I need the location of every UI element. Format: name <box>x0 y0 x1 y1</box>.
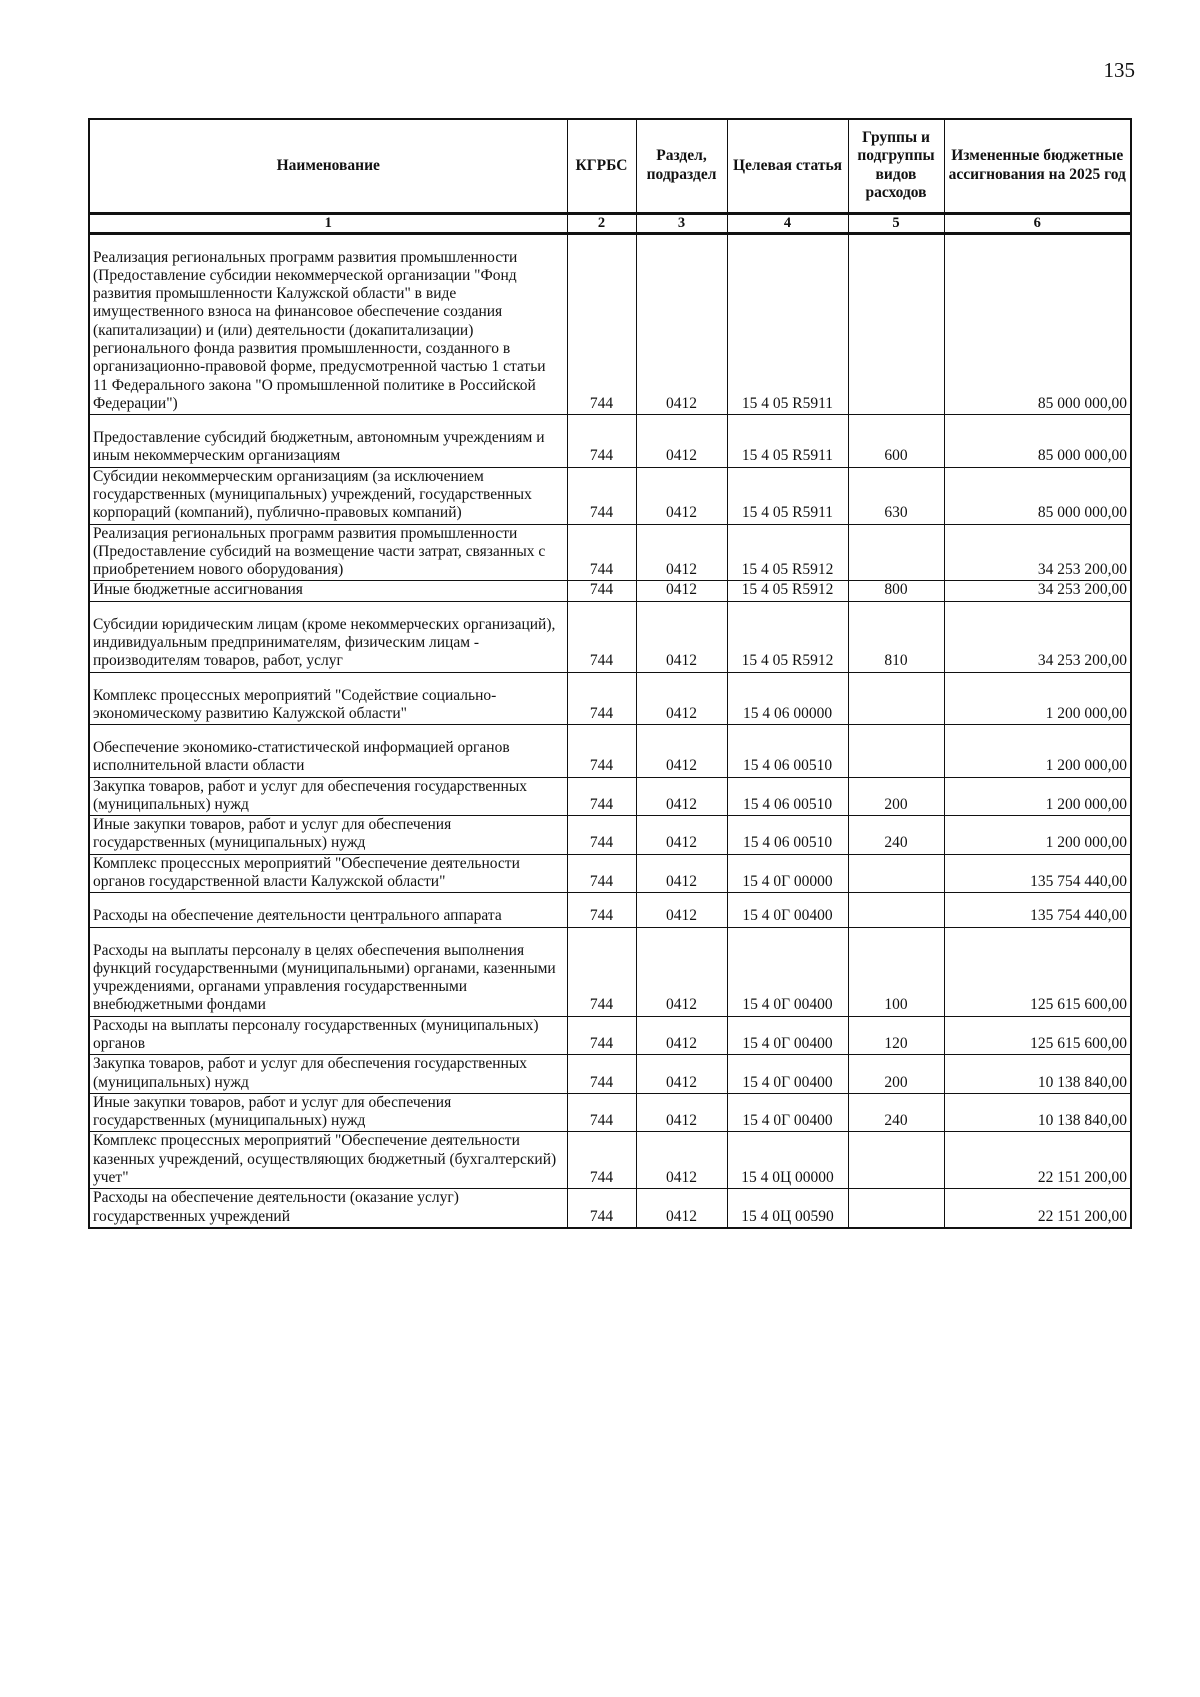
row-section: 0412 <box>636 1093 727 1132</box>
table-row <box>89 816 1131 855</box>
row-section: 0412 <box>636 601 727 672</box>
row-name: Комплекс процессных мероприятий "Содействие социально-экономическому развитию Калужской области" <box>89 672 567 725</box>
row-section: 0412 <box>636 1189 727 1228</box>
row-section: 0412 <box>636 893 727 927</box>
row-group <box>848 893 944 927</box>
row-group <box>848 524 944 581</box>
table-header-row <box>89 119 1131 213</box>
row-amount: 85 000 000,00 <box>944 415 1131 468</box>
row-amount: 22 151 200,00 <box>944 1132 1131 1189</box>
row-name: Расходы на обеспечение деятельности центрального аппарата <box>89 893 567 927</box>
row-group <box>848 1132 944 1189</box>
row-target: 15 4 05 R5912 <box>727 581 848 601</box>
row-name: Комплекс процессных мероприятий "Обеспечение деятельности казенных учреждений, осуществляющих бюджетный (бухгалтерский) учет" <box>89 1132 567 1189</box>
header-name: Наименование <box>89 119 567 213</box>
row-target: 15 4 05 R5911 <box>727 233 848 415</box>
column-number: 3 <box>636 213 727 233</box>
row-kgrbs: 744 <box>567 581 636 601</box>
table-row <box>89 777 1131 816</box>
row-name: Реализация региональных программ развития промышленности (Предоставление субсидии некоммерческой организации "Фонд развития промышленности Калужской области" в виде имущественного взноса на финансовое обеспечение создания (капитализации) и (или) деятельности (докапитализации) регионального фонда развития промышленности, созданного в организационно-правовой форме, предусмотренной частью 1 статьи 11 Федерального закона "О промышленной политике в Российской Федерации") <box>89 233 567 415</box>
row-section: 0412 <box>636 524 727 581</box>
row-target: 15 4 0Г 00400 <box>727 893 848 927</box>
row-name: Реализация региональных программ развития промышленности (Предоставление субсидий на возмещение части затрат, связанных с приобретением нового оборудования) <box>89 524 567 581</box>
table-row <box>89 601 1131 672</box>
row-amount: 1 200 000,00 <box>944 725 1131 778</box>
row-section: 0412 <box>636 927 727 1016</box>
row-group: 800 <box>848 581 944 601</box>
table-row <box>89 524 1131 581</box>
row-name: Обеспечение экономико-статистической информацией органов исполнительной власти области <box>89 725 567 778</box>
row-kgrbs: 744 <box>567 927 636 1016</box>
row-target: 15 4 0Ц 00590 <box>727 1189 848 1228</box>
row-target: 15 4 0Ц 00000 <box>727 1132 848 1189</box>
row-amount: 1 200 000,00 <box>944 777 1131 816</box>
row-name: Расходы на выплаты персоналу государственных (муниципальных) органов <box>89 1016 567 1055</box>
row-section: 0412 <box>636 725 727 778</box>
row-kgrbs: 744 <box>567 777 636 816</box>
row-target: 15 4 05 R5912 <box>727 524 848 581</box>
row-name: Иные бюджетные ассигнования <box>89 581 567 601</box>
column-number: 4 <box>727 213 848 233</box>
table-row <box>89 233 1131 415</box>
row-amount: 1 200 000,00 <box>944 672 1131 725</box>
table-row <box>89 415 1131 468</box>
header-section: Раздел, подраздел <box>636 119 727 213</box>
row-kgrbs: 744 <box>567 1132 636 1189</box>
row-amount: 125 615 600,00 <box>944 927 1131 1016</box>
column-number: 2 <box>567 213 636 233</box>
row-target: 15 4 05 R5911 <box>727 467 848 524</box>
row-group <box>848 1189 944 1228</box>
row-name: Закупка товаров, работ и услуг для обеспечения государственных (муниципальных) нужд <box>89 1055 567 1094</box>
row-kgrbs: 744 <box>567 601 636 672</box>
column-number-row <box>89 213 1131 233</box>
row-target: 15 4 05 R5912 <box>727 601 848 672</box>
table-row <box>89 1055 1131 1094</box>
header-amount: Измененные бюджетные ассигнования на 2025 год <box>944 119 1131 213</box>
row-kgrbs: 744 <box>567 1055 636 1094</box>
row-kgrbs: 744 <box>567 1093 636 1132</box>
row-group: 240 <box>848 816 944 855</box>
table-row <box>89 927 1131 1016</box>
row-section: 0412 <box>636 415 727 468</box>
row-section: 0412 <box>636 1016 727 1055</box>
row-name: Закупка товаров, работ и услуг для обеспечения государственных (муниципальных) нужд <box>89 777 567 816</box>
row-kgrbs: 744 <box>567 524 636 581</box>
row-target: 15 4 06 00000 <box>727 672 848 725</box>
row-amount: 34 253 200,00 <box>944 581 1131 601</box>
row-kgrbs: 744 <box>567 672 636 725</box>
row-name: Предоставление субсидий бюджетным, автономным учреждениям и иным некоммерческим организациям <box>89 415 567 468</box>
table-row <box>89 467 1131 524</box>
row-amount: 10 138 840,00 <box>944 1055 1131 1094</box>
column-number: 1 <box>89 213 567 233</box>
row-kgrbs: 744 <box>567 1189 636 1228</box>
page-number: 135 <box>1103 58 1135 82</box>
row-section: 0412 <box>636 777 727 816</box>
row-amount: 34 253 200,00 <box>944 601 1131 672</box>
table-body <box>89 233 1131 1228</box>
row-section: 0412 <box>636 1055 727 1094</box>
row-group: 200 <box>848 777 944 816</box>
table-row <box>89 725 1131 778</box>
row-name: Иные закупки товаров, работ и услуг для обеспечения государственных (муниципальных) нужд <box>89 1093 567 1132</box>
row-amount: 85 000 000,00 <box>944 467 1131 524</box>
row-kgrbs: 744 <box>567 415 636 468</box>
table-row <box>89 1016 1131 1055</box>
row-group: 600 <box>848 415 944 468</box>
row-group: 120 <box>848 1016 944 1055</box>
row-section: 0412 <box>636 672 727 725</box>
row-group <box>848 672 944 725</box>
row-amount: 135 754 440,00 <box>944 893 1131 927</box>
row-group: 100 <box>848 927 944 1016</box>
row-target: 15 4 0Г 00400 <box>727 1016 848 1055</box>
row-target: 15 4 0Г 00400 <box>727 1055 848 1094</box>
row-kgrbs: 744 <box>567 854 636 893</box>
row-name: Иные закупки товаров, работ и услуг для обеспечения государственных (муниципальных) нужд <box>89 816 567 855</box>
row-amount: 135 754 440,00 <box>944 854 1131 893</box>
row-target: 15 4 06 00510 <box>727 725 848 778</box>
row-target: 15 4 0Г 00400 <box>727 927 848 1016</box>
row-target: 15 4 06 00510 <box>727 816 848 855</box>
row-kgrbs: 744 <box>567 1016 636 1055</box>
row-section: 0412 <box>636 816 727 855</box>
row-group <box>848 233 944 415</box>
row-kgrbs: 744 <box>567 816 636 855</box>
header-groups: Группы и подгруппы видов расходов <box>848 119 944 213</box>
row-amount: 85 000 000,00 <box>944 233 1131 415</box>
row-name: Комплекс процессных мероприятий "Обеспечение деятельности органов государственной власти Калужской области" <box>89 854 567 893</box>
row-group: 240 <box>848 1093 944 1132</box>
row-section: 0412 <box>636 854 727 893</box>
header-target: Целевая статья <box>727 119 848 213</box>
row-kgrbs: 744 <box>567 467 636 524</box>
row-kgrbs: 744 <box>567 893 636 927</box>
row-amount: 10 138 840,00 <box>944 1093 1131 1132</box>
row-group: 630 <box>848 467 944 524</box>
column-number: 6 <box>944 213 1131 233</box>
row-name: Субсидии юридическим лицам (кроме некоммерческих организаций), индивидуальным предпринимателям, физическим лицам - производителям товаров, работ, услуг <box>89 601 567 672</box>
row-target: 15 4 05 R5911 <box>727 415 848 468</box>
row-group <box>848 854 944 893</box>
column-number: 5 <box>848 213 944 233</box>
table-row <box>89 854 1131 893</box>
row-section: 0412 <box>636 1132 727 1189</box>
row-target: 15 4 0Г 00400 <box>727 1093 848 1132</box>
table-row <box>89 1132 1131 1189</box>
row-group: 200 <box>848 1055 944 1094</box>
row-amount: 125 615 600,00 <box>944 1016 1131 1055</box>
table-row <box>89 893 1131 927</box>
table-row <box>89 581 1131 601</box>
row-target: 15 4 0Г 00000 <box>727 854 848 893</box>
table-row <box>89 1093 1131 1132</box>
row-name: Субсидии некоммерческим организациям (за исключением государственных (муниципальных) учреждений, государственных корпораций (компаний), публично-правовых компаний) <box>89 467 567 524</box>
row-section: 0412 <box>636 467 727 524</box>
table-row <box>89 672 1131 725</box>
row-group: 810 <box>848 601 944 672</box>
budget-allocation-table <box>88 118 1132 1229</box>
row-amount: 22 151 200,00 <box>944 1189 1131 1228</box>
row-name: Расходы на выплаты персоналу в целях обеспечения выполнения функций государственными (муниципальными) органами, казенными учреждениями, органами управления государственными внебюджетными фондами <box>89 927 567 1016</box>
row-name: Расходы на обеспечение деятельности (оказание услуг) государственных учреждений <box>89 1189 567 1228</box>
row-amount: 34 253 200,00 <box>944 524 1131 581</box>
row-target: 15 4 06 00510 <box>727 777 848 816</box>
row-amount: 1 200 000,00 <box>944 816 1131 855</box>
row-section: 0412 <box>636 233 727 415</box>
row-section: 0412 <box>636 581 727 601</box>
row-kgrbs: 744 <box>567 233 636 415</box>
table-row <box>89 1189 1131 1228</box>
header-kgrbs: КГРБС <box>567 119 636 213</box>
row-kgrbs: 744 <box>567 725 636 778</box>
row-group <box>848 725 944 778</box>
